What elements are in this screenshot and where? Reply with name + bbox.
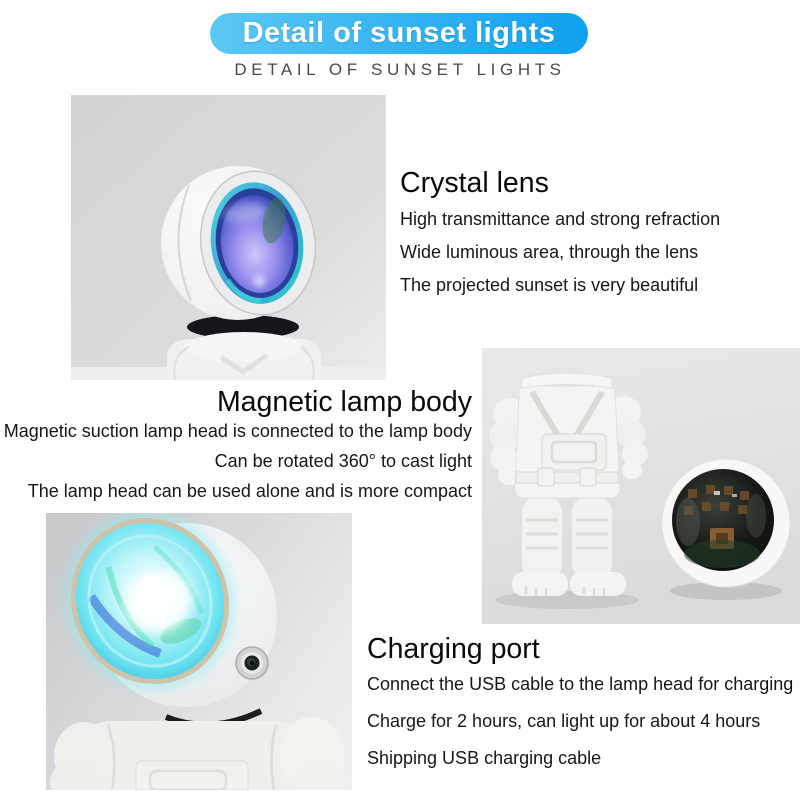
crystal-lens-heading: Crystal lens — [400, 167, 549, 199]
crystal-lens-line: The projected sunset is very beautiful — [400, 275, 699, 295]
charging-port-heading: Charging port — [367, 633, 540, 665]
crystal-lens-line: Wide luminous area, through the lens — [400, 242, 699, 262]
banner-subtitle: DETAIL OF SUNSET LIGHTS — [234, 60, 566, 79]
crystal-lens-line: High transmittance and strong refraction — [400, 209, 721, 229]
magnetic-lamp-body-heading: Magnetic lamp body — [216, 386, 472, 418]
charging-port-line: Shipping USB charging cable — [367, 748, 602, 768]
charging-port-line: Charge for 2 hours, can light up for about 4 hours — [367, 711, 761, 731]
astronaut-lamp-head-illustration — [71, 95, 386, 380]
magnetic-lamp-body-line: The lamp head can be used alone and is more compact — [27, 481, 472, 501]
magnetic-lamp-body-line: Can be rotated 360° to cast light — [214, 451, 472, 471]
astronaut-glowing-lamp-illustration — [46, 513, 352, 790]
banner-pill — [210, 13, 588, 54]
astronaut-torso — [50, 717, 346, 790]
astronaut-body-and-head-illustration — [482, 348, 800, 624]
photo-magnetic-lamp-body — [482, 348, 800, 624]
charging-port-line: Connect the USB cable to the lamp head for charging — [367, 674, 794, 694]
section-crystal-lens — [400, 167, 720, 308]
magnetic-lamp-body-line: Magnetic suction lamp head is connected to the lamp body — [3, 421, 472, 441]
photo-crystal-lens — [71, 95, 386, 380]
banner-title: Detail of sunset lights — [242, 17, 556, 49]
section-magnetic-lamp-body — [4, 386, 472, 511]
lamp-shoulders — [167, 332, 321, 380]
chest-plate — [136, 761, 248, 790]
section-charging-port — [367, 633, 793, 785]
photo-charging-port — [46, 513, 352, 790]
detached-lamp-head — [662, 459, 790, 587]
charging-port-socket — [236, 647, 268, 679]
